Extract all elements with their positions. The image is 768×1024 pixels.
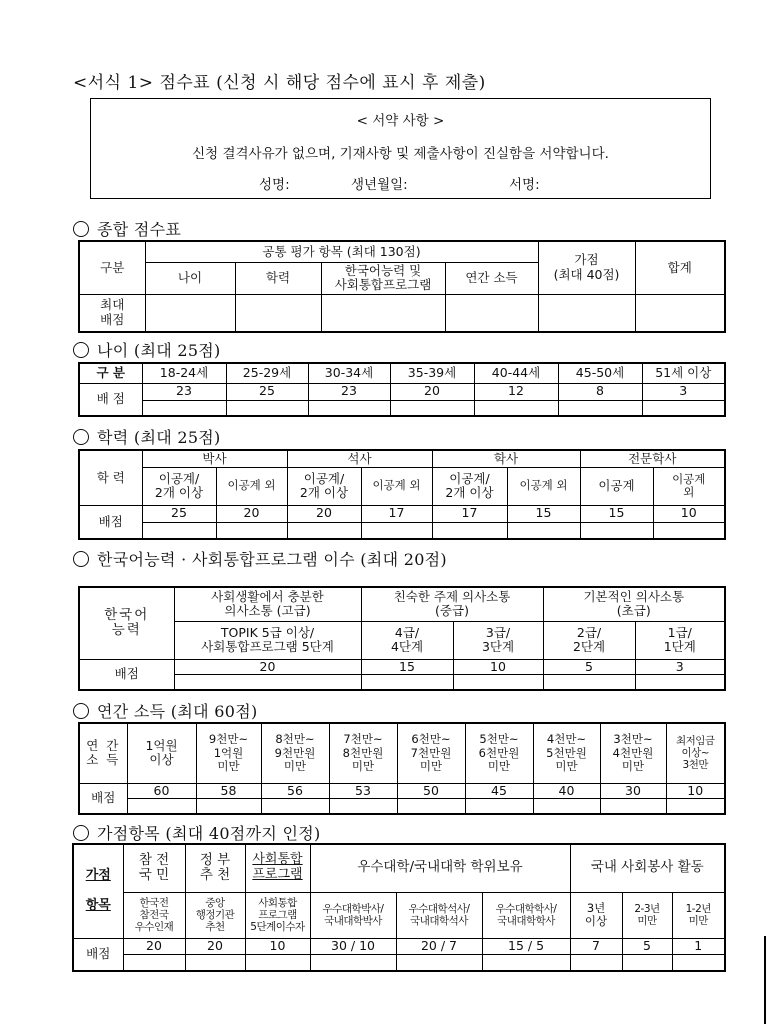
circle-icon: [73, 551, 89, 567]
age-points: 3: [642, 383, 725, 400]
bonus-points: 15 / 5: [482, 938, 570, 954]
korean-level: 1급/ 1단계: [635, 621, 725, 659]
korean-points: 15: [361, 659, 453, 674]
korean-check[interactable]: [361, 674, 453, 690]
income-bracket: 6천만~ 7천만원 미만: [397, 723, 465, 783]
age-range: 45-50세: [558, 363, 642, 383]
form-title: <서식 1> 점수표 (신청 시 해당 점수에 표시 후 제출): [73, 73, 486, 93]
income-check[interactable]: [533, 798, 600, 814]
summary-income: 연간 소득: [445, 262, 538, 294]
age-check[interactable]: [642, 400, 725, 416]
korean-level: 3급/ 3단계: [453, 621, 543, 659]
income-points: 10: [666, 783, 725, 798]
age-points: 8: [558, 383, 642, 400]
korean-table: [78, 586, 726, 691]
summary-cell[interactable]: [235, 294, 321, 332]
summary-cell[interactable]: [321, 294, 445, 332]
bonus-sub-government: 중앙 행정기관 추천: [185, 892, 245, 938]
age-heading: 나이 (최대 25점): [73, 338, 221, 361]
bonus-points: 5: [622, 938, 672, 954]
bonus-check[interactable]: [310, 954, 396, 971]
age-check[interactable]: [474, 400, 558, 416]
bonus-social: 사회통합 프로그램: [245, 844, 310, 892]
summary-heading: 종합 점수표: [73, 217, 181, 240]
education-bachelor: 학사: [432, 450, 580, 467]
income-points: 56: [261, 783, 329, 798]
education-stem: 이공계/ 2개 이상: [142, 467, 216, 505]
korean-check[interactable]: [635, 674, 725, 690]
age-range: 18-24세: [142, 363, 226, 383]
circle-icon: [73, 703, 89, 719]
signature-label: 서명:: [509, 177, 540, 193]
income-points: 53: [329, 783, 397, 798]
education-stem: 이공계/ 2개 이상: [432, 467, 507, 505]
income-points: 58: [196, 783, 261, 798]
korean-check[interactable]: [543, 674, 635, 690]
education-points: 10: [653, 505, 725, 522]
income-bracket: 3천만~ 4천만원 미만: [600, 723, 666, 783]
education-points: 25: [142, 505, 216, 522]
birth-label: 생년월일:: [351, 177, 408, 193]
age-check[interactable]: [142, 400, 226, 416]
education-stem: 이공계/ 2개 이상: [287, 467, 361, 505]
bonus-heading: 가점항목 (최대 40점까지 인정): [73, 821, 321, 844]
bonus-label: 가점 항목: [73, 844, 123, 938]
korean-advanced: 사회생활에서 충분한 의사소통 (고급): [174, 587, 361, 621]
income-bracket: 최저임금 이상~ 3천만: [666, 723, 725, 783]
education-label: 학 력: [79, 450, 142, 505]
bonus-government: 정 부 추 천: [185, 844, 245, 892]
summary-cell[interactable]: [445, 294, 538, 332]
bonus-sub-degree: 우수대학학사/ 국내대학학사: [482, 892, 570, 938]
korean-heading: 한국어능력 · 사회통합프로그램 이수 (최대 20점): [73, 547, 447, 570]
summary-cell[interactable]: [145, 294, 235, 332]
income-label: 연 간 소 득: [79, 723, 127, 783]
bonus-points: 1: [672, 938, 725, 954]
bonus-check[interactable]: [570, 954, 622, 971]
age-check[interactable]: [558, 400, 642, 416]
summary-max-label: 최대 배점: [79, 294, 145, 332]
income-points: 50: [397, 783, 465, 798]
korean-points-label: 배점: [79, 659, 174, 690]
education-other: 이공계 외: [216, 467, 287, 505]
bonus-sub-veteran: 한국전 참전국 우수인재: [123, 892, 185, 938]
income-bracket: 7천만~ 8천만원 미만: [329, 723, 397, 783]
bonus-volunteer: 국내 사회봉사 활동: [570, 844, 725, 892]
education-points: 20: [216, 505, 287, 522]
income-points-label: 배점: [79, 783, 127, 814]
income-heading: 연간 소득 (최대 60점): [73, 699, 258, 722]
income-bracket: 5천만~ 6천만원 미만: [465, 723, 533, 783]
age-points: 25: [226, 383, 308, 400]
education-check[interactable]: [507, 522, 580, 539]
summary-korean: 한국어능력 및 사회통합프로그램: [321, 262, 445, 294]
age-category: 구 분: [79, 363, 142, 383]
bonus-points: 20: [123, 938, 185, 954]
page-edge-bar: [764, 936, 766, 1024]
age-points: 20: [390, 383, 474, 400]
korean-check[interactable]: [453, 674, 543, 690]
age-check[interactable]: [226, 400, 308, 416]
oath-heading: < 서약 사항 >: [356, 113, 445, 129]
income-points: 30: [600, 783, 666, 798]
bonus-sub-volunteer: 3년 이상: [570, 892, 622, 938]
bonus-points: 7: [570, 938, 622, 954]
summary-category: 구분: [79, 241, 145, 294]
summary-bonus: 가점 (최대 40점): [538, 241, 635, 294]
income-bracket: 8천만~ 9천만원 미만: [261, 723, 329, 783]
age-range: 35-39세: [390, 363, 474, 383]
bonus-points-label: 배점: [73, 938, 123, 971]
education-check[interactable]: [216, 522, 287, 539]
bonus-points: 20 / 7: [396, 938, 482, 954]
income-check[interactable]: [600, 798, 666, 814]
education-points: 15: [580, 505, 653, 522]
education-check[interactable]: [432, 522, 507, 539]
korean-points: 3: [635, 659, 725, 674]
summary-cell[interactable]: [635, 294, 725, 332]
income-check[interactable]: [465, 798, 533, 814]
education-points: 20: [287, 505, 361, 522]
bonus-check[interactable]: [482, 954, 570, 971]
summary-table: [78, 240, 726, 333]
income-points: 45: [465, 783, 533, 798]
korean-topik: TOPIK 5급 이상/ 사회통합프로그램 5단계: [174, 621, 361, 659]
summary-education: 학력: [235, 262, 321, 294]
income-points: 60: [127, 783, 196, 798]
bonus-check[interactable]: [622, 954, 672, 971]
bonus-sub-social: 사회통합 프로그램 5단계이수자: [245, 892, 310, 938]
bonus-sub-volunteer: 2-3년 미만: [622, 892, 672, 938]
name-label: 성명:: [259, 177, 290, 193]
bonus-check[interactable]: [672, 954, 725, 971]
age-table: [78, 362, 726, 417]
bonus-veteran: 참 전 국 민: [123, 844, 185, 892]
bonus-check[interactable]: [396, 954, 482, 971]
age-range: 25-29세: [226, 363, 308, 383]
circle-icon: [73, 825, 89, 841]
summary-total: 합계: [635, 241, 725, 294]
education-check[interactable]: [287, 522, 361, 539]
korean-points: 10: [453, 659, 543, 674]
education-points-label: 배점: [79, 505, 142, 539]
bonus-sub-volunteer: 1-2년 미만: [672, 892, 725, 938]
education-check[interactable]: [580, 522, 653, 539]
education-stem-single: 이공계: [580, 467, 653, 505]
income-check[interactable]: [397, 798, 465, 814]
education-table: [78, 449, 726, 540]
education-points: 17: [432, 505, 507, 522]
korean-points: 5: [543, 659, 635, 674]
bonus-check[interactable]: [245, 954, 310, 971]
bonus-sub-degree: 우수대학박사/ 국내대학박사: [310, 892, 396, 938]
income-points: 40: [533, 783, 600, 798]
korean-basic: 기본적인 의사소통 (초급): [543, 587, 725, 621]
korean-check[interactable]: [174, 674, 361, 690]
education-masters: 석사: [287, 450, 432, 467]
education-points: 15: [507, 505, 580, 522]
summary-cell[interactable]: [538, 294, 635, 332]
education-check[interactable]: [361, 522, 432, 539]
age-points-label: 배 점: [79, 383, 142, 416]
oath-box: [90, 98, 711, 199]
income-bracket: 9천만~ 1억원 미만: [196, 723, 261, 783]
age-points: 12: [474, 383, 558, 400]
circle-icon: [73, 429, 89, 445]
education-check[interactable]: [653, 522, 725, 539]
age-range: 30-34세: [308, 363, 390, 383]
bonus-check[interactable]: [185, 954, 245, 971]
income-check[interactable]: [666, 798, 725, 814]
education-heading: 학력 (최대 25점): [73, 425, 221, 448]
korean-points: 20: [174, 659, 361, 674]
income-check[interactable]: [329, 798, 397, 814]
education-points: 17: [361, 505, 432, 522]
age-range: 51세 이상: [642, 363, 725, 383]
korean-level: 2급/ 2단계: [543, 621, 635, 659]
summary-age: 나이: [145, 262, 235, 294]
education-phd: 박사: [142, 450, 287, 467]
bonus-table: [72, 843, 726, 972]
circle-icon: [73, 221, 89, 237]
oath-statement: 신청 결격사유가 없으며, 기재사항 및 제출사항이 진실함을 서약합니다.: [192, 146, 609, 162]
education-other: 이공계 외: [361, 467, 432, 505]
summary-common-header: 공통 평가 항목 (최대 130점): [145, 241, 538, 262]
education-check[interactable]: [142, 522, 216, 539]
korean-level: 4급/ 4단계: [361, 621, 453, 659]
income-bracket: 4천만~ 5천만원 미만: [533, 723, 600, 783]
education-other: 이공계 외: [507, 467, 580, 505]
income-check[interactable]: [127, 798, 196, 814]
age-check[interactable]: [390, 400, 474, 416]
age-range: 40-44세: [474, 363, 558, 383]
education-other: 이공계 외: [653, 467, 725, 505]
bonus-points: 30 / 10: [310, 938, 396, 954]
bonus-points: 20: [185, 938, 245, 954]
age-points: 23: [308, 383, 390, 400]
age-points: 23: [142, 383, 226, 400]
education-associate: 전문학사: [580, 450, 725, 467]
income-check[interactable]: [196, 798, 261, 814]
income-check[interactable]: [261, 798, 329, 814]
bonus-sub-degree: 우수대학석사/ 국내대학석사: [396, 892, 482, 938]
korean-label: 한국어 능력: [79, 587, 174, 659]
bonus-degree: 우수대학/국내대학 학위보유: [310, 844, 570, 892]
bonus-check[interactable]: [123, 954, 185, 971]
income-table: [78, 722, 726, 815]
bonus-points: 10: [245, 938, 310, 954]
korean-intermediate: 친숙한 주제 의사소통 (중급): [361, 587, 543, 621]
age-check[interactable]: [308, 400, 390, 416]
circle-icon: [73, 342, 89, 358]
income-bracket: 1억원 이상: [127, 723, 196, 783]
